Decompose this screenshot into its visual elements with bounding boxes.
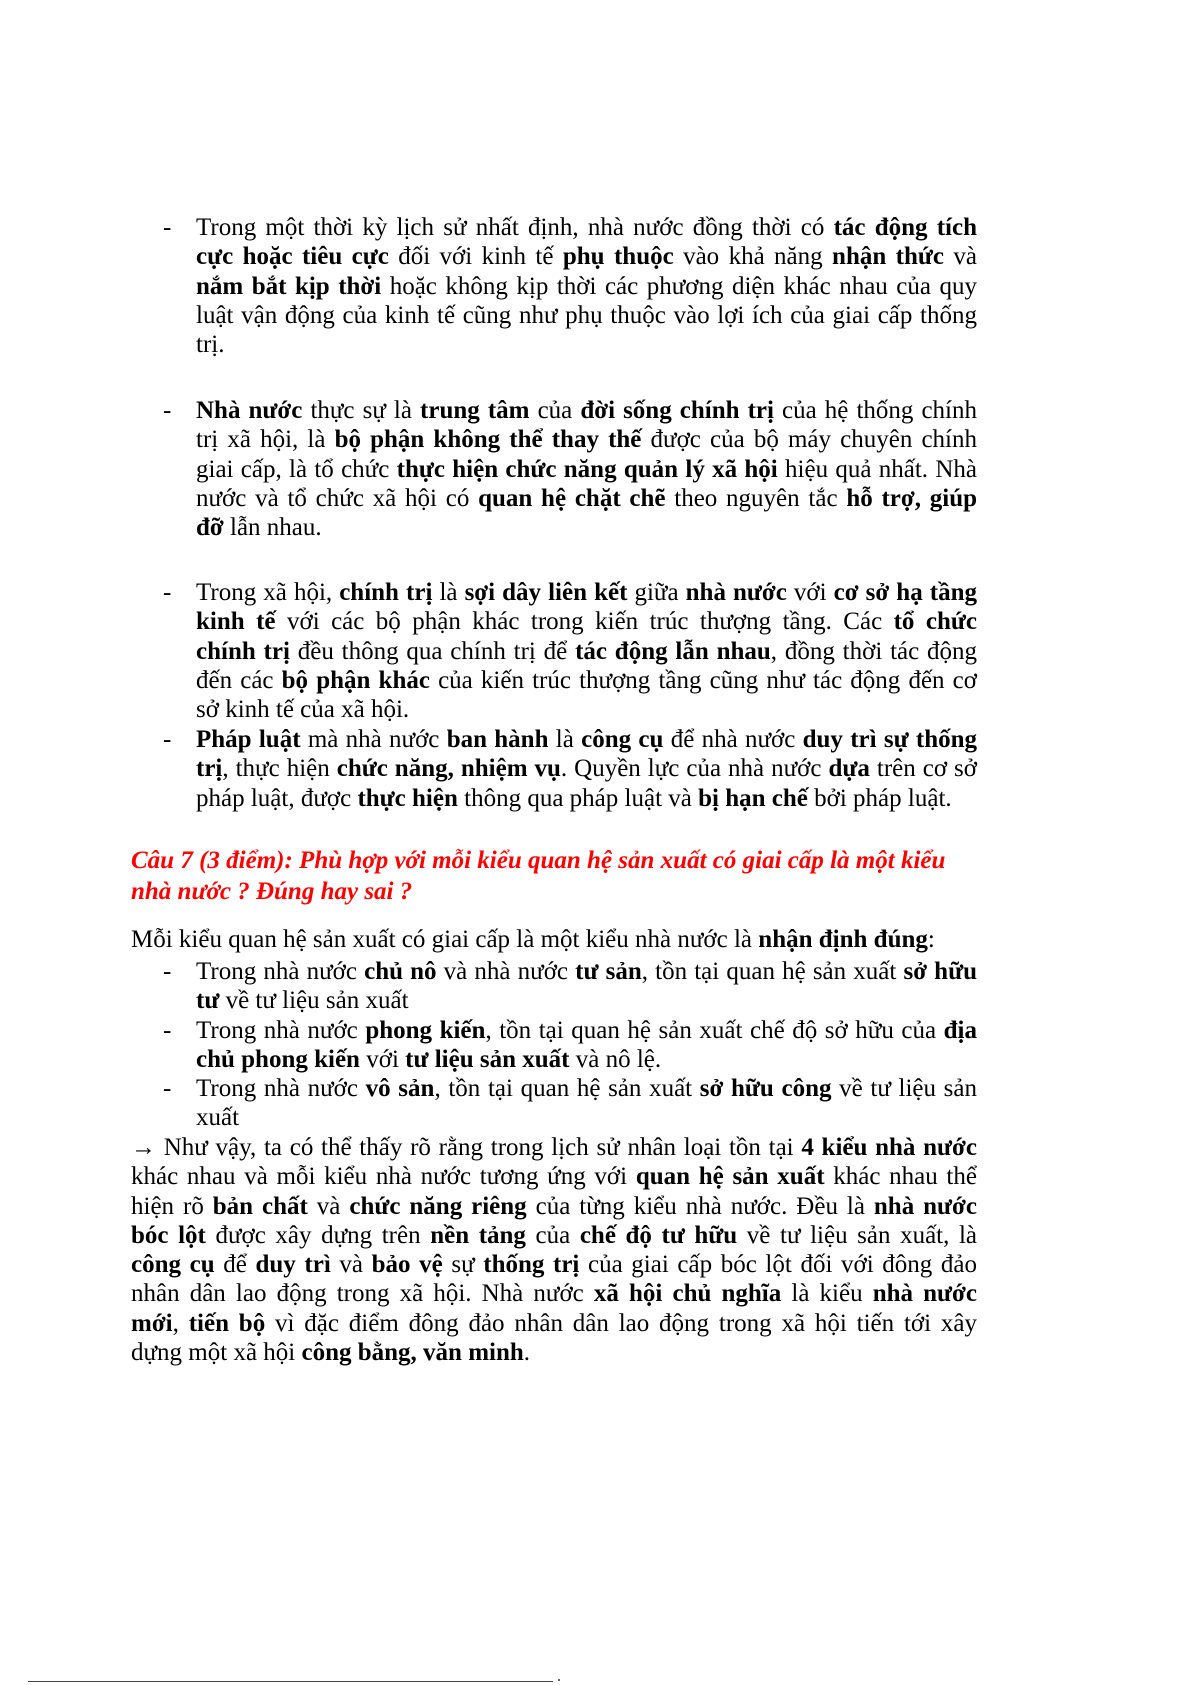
bold-text: chức năng, nhiệm vụ [336,755,561,783]
question-heading [131,845,977,907]
bold-text: nhà nước [685,579,787,606]
text-run: . [523,1339,531,1367]
text-run: của kiến trúc thượng tầng cũng như tác động đến cơ [429,666,977,694]
text-run: lẫn nhau. [223,514,322,542]
bold-text: chủ phong kiến [196,1046,360,1074]
text-line [196,1045,977,1074]
text-line [163,578,977,607]
bold-text: nhận thức [832,243,944,271]
text-run: vì đặc điểm đông đảo nhân dân lao động trong xã hội tiến tới xây [265,1309,977,1337]
bold-text: chế độ tư hữu [579,1221,738,1249]
bold-text: phụ thuộc [562,243,674,271]
text-run: bởi pháp luật. [807,784,952,812]
text-line [163,396,977,425]
text-run: của [525,1221,580,1249]
text-run: Mỗi kiểu quan hệ sản xuất có giai cấp là một kiểu nhà nước là [131,926,759,953]
bold-text: mới [131,1309,173,1337]
bold-text: nhận định đúng [758,926,928,953]
text-run: đều thông qua chính trị để [289,637,576,665]
text-line [131,1250,977,1279]
bullet-item-state-economic-impact [163,213,977,359]
bullet-dash: - [163,579,172,606]
text-line [196,1103,977,1132]
text-run: của [529,397,581,424]
bold-text: nắm bắt kịp thời [196,272,382,300]
text-line [196,754,977,783]
bold-text: nhà nước ? Đúng hay sai ? [131,878,413,905]
text-run: , tồn tại quan hệ sản xuất [641,958,904,985]
bold-text: sở hữu [903,958,977,985]
text-line [196,301,977,330]
text-line [163,1074,978,1103]
text-run: , [172,1309,189,1337]
text-line [131,1221,977,1250]
bullet-dash: - [163,397,172,424]
text-run: hoặc không kịp thời các phương diện khác nhau của quy [381,272,977,300]
bold-text: bản chất [212,1192,308,1220]
bold-text: bộ phận khác [281,666,430,694]
text-line [196,272,977,301]
text-run: sự [442,1251,484,1279]
text-line [196,666,977,695]
footer-divider [28,1681,553,1682]
bold-text: chức năng riêng [349,1192,527,1220]
text-run: , tồn tại quan hệ sản xuất [434,1075,700,1102]
bullet-item-state-political-center [163,396,977,542]
bold-text: ban hành [446,726,549,753]
text-line [163,725,977,754]
text-run: và [943,243,977,271]
text-run: được của bộ máy chuyên chính [641,426,977,454]
bold-text: công cụ [131,1251,215,1279]
bold-text: trị [196,755,223,783]
bullet-item-slave-bourgeois-state [163,957,977,1016]
text-run: nước và tổ chức xã hội có [196,484,479,512]
text-line [131,925,977,954]
bold-text: thống trị [483,1251,580,1279]
text-run: trên cơ sở [869,755,977,783]
text-run: Trong nhà nước [196,1075,366,1102]
text-line [196,455,977,484]
text-run: là kiểu [781,1280,873,1308]
bold-text: bị hạn chế [698,784,808,812]
bullet-dash: - [163,1075,172,1102]
text-run: , đồng thời tác động [770,637,978,665]
text-line [196,784,977,813]
text-run: : [927,926,935,953]
text-run: dựng một xã hội [131,1339,302,1367]
text-line [196,637,977,666]
text-line [131,1309,977,1338]
text-run: đến các [196,666,282,694]
bold-text: trung tâm [420,397,530,424]
text-run: sở kinh tế của xã hội. [196,696,410,724]
text-run: hiệu quả nhất. Nhà [777,455,977,483]
text-line [163,957,977,986]
bullet-item-law [163,725,977,813]
text-line [131,1338,977,1367]
text-line [131,1279,977,1308]
bold-text: Câu 7 (3 điểm): Phù hợp với mỗi kiểu quan hệ sản xuất có giai cấp là một kiểu [131,847,946,874]
text-run: của giai cấp bóc lột đối với đông đảo [579,1251,978,1279]
bold-text: hỗ trợ, giúp [846,484,977,512]
text-run: và [307,1192,350,1220]
bold-text: tư liệu sản xuất [405,1046,570,1074]
text-line [196,986,977,1015]
text-run: với [359,1046,406,1074]
text-line [163,213,977,242]
text-run: Trong một thời kỳ lịch sử nhất định, nhà nước đồng thời có [196,214,834,241]
answer-intro-paragraph [131,925,977,954]
bullet-item-feudal-state [163,1016,977,1075]
text-line [131,1192,977,1221]
bold-text: kinh tế [196,608,276,636]
bold-text: sở hữu công [699,1075,832,1102]
text-run: xuất [196,1104,240,1132]
text-run: Trong nhà nước [196,958,365,985]
text-run: về tư liệu sản [831,1075,978,1102]
text-run: để [214,1251,256,1279]
text-line [131,845,977,876]
bold-text: bảo vệ [371,1251,443,1279]
bold-text: tác động tích [833,214,977,241]
text-line [131,876,977,907]
footer-mark [558,1679,560,1681]
text-line [196,695,977,724]
text-run: , thực hiện [222,755,337,783]
text-run: Trong xã hội, [196,579,340,606]
text-line [131,1162,977,1191]
text-run: giai cấp, là tổ chức [196,455,397,483]
text-run: đối với kinh tế [388,243,563,271]
bold-text: nền tảng [430,1221,526,1249]
bold-text: tư [196,987,220,1015]
conclusion-paragraph [131,1133,977,1367]
text-run: pháp luật, được [196,784,358,812]
text-run: hiện rõ [131,1192,213,1220]
text-run: luật vận động của kinh tế cũng như phụ thuộc vào lợi ích của giai cấp thống [196,301,977,329]
bold-text: sợi dây liên kết [464,579,628,606]
bold-text: nhà nước [873,1192,977,1220]
bold-text: đỡ [196,514,224,542]
text-run: → Như vậy, ta có thể thấy rõ rằng trong lịch sử nhân loại tồn tại [131,1134,802,1161]
text-run: thông qua pháp luật và [457,784,699,812]
text-run: vào khả năng [673,243,833,271]
text-line [196,513,977,542]
text-run: với [786,579,834,606]
bullet-item-proletarian-state [163,1074,978,1133]
bold-text: chính trị [196,637,290,665]
bullet-dash: - [163,958,172,985]
bold-text: thực hiện [357,784,458,812]
bullet-dash: - [163,214,172,241]
bold-text: bộ phận không thể thay thế [334,426,642,454]
text-line [163,1016,977,1045]
text-line [196,607,977,636]
text-line [196,330,977,359]
bold-text: phong kiến [365,1017,486,1044]
bullet-item-politics-link [163,578,978,724]
text-run: theo nguyên tắc [665,484,847,512]
text-run: của từng kiểu nhà nước. Đều là [526,1192,874,1220]
text-run: trị xã hội, là [196,426,335,454]
text-run: và nhà nước [436,958,576,985]
text-run: Trong nhà nước [196,1017,366,1044]
text-run: mà nhà nước [300,726,447,753]
bold-text: Nhà nước [196,397,303,424]
bold-text: thực hiện chức năng quản lý xã hội [396,455,778,483]
bold-text: dựa [828,755,870,783]
text-run: là [548,726,582,753]
bold-text: quan hệ chặt chẽ [478,484,666,512]
text-run: để nhà nước [663,726,803,753]
text-run: thực sự là [302,397,421,424]
bold-text: quan hệ sản xuất [635,1163,825,1191]
bullet-dash: - [163,726,172,753]
bold-text: chính trị [339,579,433,606]
bold-text: vô sản [365,1075,435,1102]
text-run: với các bộ phận khác trong kiến trúc thượng tầng. Các [275,608,894,636]
bold-text: tổ chức [893,608,977,636]
text-run: , tồn tại quan hệ sản xuất chế độ sở hữu của [485,1017,944,1044]
text-run: nhân dân lao động trong xã hội. Nhà nước [131,1280,594,1308]
bold-text: chủ nô [364,958,437,985]
text-run: về tư liệu sản xuất, là [737,1221,977,1249]
text-run: và nô lệ. [569,1046,662,1074]
bold-text: duy trì [255,1251,331,1279]
bold-text: tư sản [575,958,642,985]
text-run: được xây dựng trên [205,1221,431,1249]
text-run: về tư liệu sản xuất [219,987,409,1015]
bold-text: tiến bộ [188,1309,266,1337]
bold-text: Pháp luật [196,726,301,753]
text-run: là [432,579,465,606]
text-line [196,425,977,454]
text-run: khác nhau thể [824,1163,977,1191]
bold-text: cực hoặc tiêu cực [196,243,389,271]
text-run: của hệ thống chính [773,397,977,424]
text-run: trị. [196,331,225,359]
text-line [196,484,977,513]
text-run: . Quyền lực của nhà nước [560,755,829,783]
bold-text: bóc lột [131,1221,206,1249]
bold-text: 4 kiểu nhà nước [801,1134,977,1161]
bold-text: đời sống chính trị [580,397,774,424]
text-line [131,1133,977,1162]
bullet-dash: - [163,1017,172,1044]
bold-text: công cụ [581,726,664,753]
text-line [196,242,977,271]
bold-text: nhà nước [872,1280,977,1308]
text-run: khác nhau và mỗi kiểu nhà nước tương ứng với [131,1163,636,1191]
bold-text: cơ sở hạ tầng [833,579,977,606]
text-run: và [330,1251,372,1279]
bold-text: xã hội chủ nghĩa [593,1280,782,1308]
bold-text: tác động lẫn nhau [575,637,771,665]
bold-text: duy trì sự thống [802,726,977,753]
bold-text: địa [943,1017,977,1044]
text-run: giữa [627,579,686,606]
bold-text: công bằng, văn minh [301,1339,524,1367]
